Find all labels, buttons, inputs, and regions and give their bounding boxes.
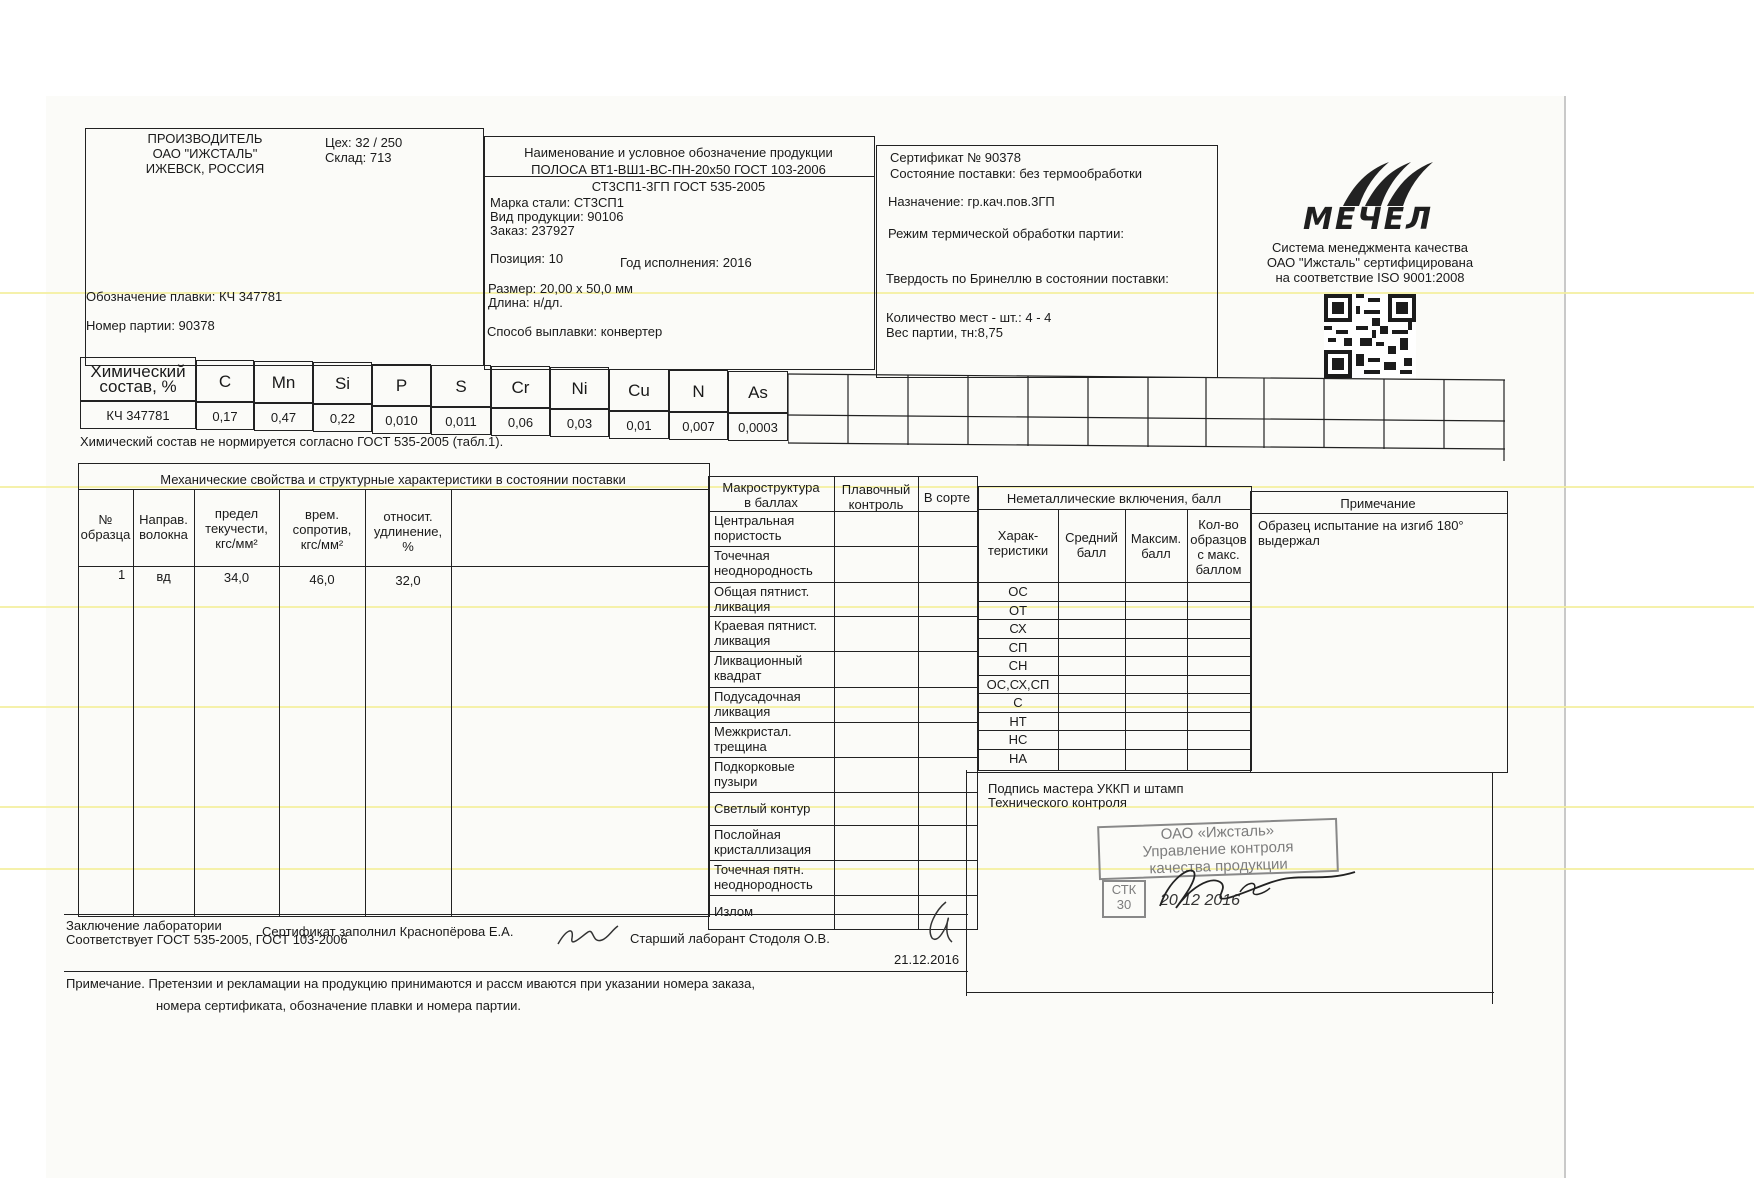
- inclusion-row-divider: [978, 638, 1252, 639]
- order-number: Заказ: 237927: [490, 223, 575, 238]
- macro-row-divider: [708, 895, 978, 896]
- inclusion-row-divider: [978, 619, 1252, 620]
- chem-val-c: 0,17: [196, 402, 254, 430]
- qr-code-icon: [1324, 293, 1416, 379]
- chem-val-ni: 0,03: [550, 409, 609, 437]
- complies-standards: Соответствует ГОСТ 535-2005, ГОСТ 103-2006: [66, 932, 348, 947]
- qms-line-3: на соответствие ISO 9001:2008: [1275, 270, 1465, 285]
- mech-elongation: 32,0: [395, 573, 421, 588]
- chem-el-n: N: [669, 370, 728, 412]
- macro-row-label: Ликвационный квадрат: [714, 653, 803, 683]
- inclusion-row-label: ОС,СХ,СП: [986, 676, 1050, 692]
- macro-row-label: Общая пятнист. ликвация: [714, 584, 810, 614]
- senior-lab-assistant: Старший лаборант Стодоля О.В.: [630, 931, 830, 946]
- inclusion-row-divider: [978, 656, 1252, 657]
- product-kind: Вид продукции: 90106: [490, 209, 624, 224]
- inclusion-row-label: ОТ: [1008, 602, 1028, 618]
- batch-number: Номер партии: 90378: [86, 318, 215, 333]
- mechel-logo-icon: [1335, 158, 1435, 208]
- signature-label-2: Технического контроля: [988, 795, 1127, 810]
- delivery-state: Состояние поставки: без термообработки: [890, 166, 1143, 181]
- places-count: Количество мест - шт.: 4 - 4: [886, 310, 1052, 325]
- mech-h-direction: Направ. волокна: [139, 512, 188, 542]
- chem-melt: КЧ 347781: [80, 401, 196, 429]
- batch-weight: Вес партии, тн:8,75: [886, 325, 1003, 340]
- inclusion-row-label: ОС: [1008, 584, 1028, 599]
- chem-el-cu: Cu: [609, 369, 669, 411]
- macro-row-divider: [708, 687, 978, 688]
- product-title: Наименование и условное обозначение продукции: [524, 145, 833, 160]
- lab-conclusion: Заключение лаборатории: [66, 918, 222, 933]
- macro-row-divider: [708, 616, 978, 617]
- producer-label: ПРОИЗВОДИТЕЛЬ: [147, 131, 263, 146]
- product-standard: СТ3СП1-3ГП ГОСТ 535-2005: [591, 179, 766, 194]
- inclusion-row-label: НС: [1008, 732, 1028, 747]
- mech-sample-num: 1: [118, 567, 126, 582]
- macro-row-divider: [708, 860, 978, 861]
- macro-header: Макроструктура в баллах: [722, 480, 820, 510]
- product-name: ПОЛОСА ВТ1-ВШ1-ВС-ПН-20х50 ГОСТ 103-2006: [531, 162, 826, 177]
- mechel-logo-text: МЕЧЕЛ: [1303, 202, 1433, 237]
- purpose: Назначение: гр.кач.пов.3ГП: [888, 194, 1055, 209]
- macro-row-label: Межкристал. трещина: [714, 724, 792, 754]
- mech-tensile: 46,0: [309, 572, 335, 587]
- macro-row-label: Краевая пятнист. ликвация: [714, 618, 818, 648]
- chem-el-ni: Ni: [550, 367, 609, 409]
- macro-col-melt: Плавочный контроль: [841, 482, 911, 512]
- incl-h-avg: Средний балл: [1065, 530, 1118, 560]
- brinell-hardness: Твердость по Бринеллю в состоянии поставки:: [886, 271, 1169, 286]
- macro-row-divider: [708, 722, 978, 723]
- inclusion-row-divider: [978, 712, 1252, 713]
- macro-row-divider: [708, 825, 978, 826]
- mech-yield: 34,0: [223, 570, 250, 585]
- chem-val-as: 0,0003: [728, 413, 788, 441]
- senior-signature: [916, 898, 966, 948]
- inclusion-row-label: НА: [1008, 750, 1028, 766]
- qms-line-1: Система менеджмента качества: [1272, 240, 1468, 255]
- chem-val-cu: 0,01: [609, 411, 669, 439]
- heat-treatment-mode: Режим термической обработки партии:: [888, 226, 1124, 241]
- chem-val-p: 0,010: [372, 406, 431, 434]
- smelting-method: Способ выплавки: конвертер: [487, 324, 663, 339]
- melt-designation: Обозначение плавки: КЧ 347781: [86, 289, 283, 304]
- steel-grade: Марка стали: СТ3СП1: [490, 195, 624, 210]
- inclusion-row-label: С: [1013, 695, 1023, 710]
- chem-el-mn: Mn: [254, 361, 313, 403]
- position: Позиция: 10: [490, 251, 564, 266]
- inclusion-row-divider: [978, 693, 1252, 694]
- footer-note-line-1: Примечание. Претензии и рекламации на продукцию принимаются и рассм иваются при указании номера заказа,: [66, 976, 755, 991]
- mechanical-title: Механические свойства и структурные характеристики в состоянии поставки: [160, 472, 626, 487]
- chem-el-cr: Cr: [491, 366, 550, 408]
- inclusion-row-divider: [978, 675, 1252, 676]
- incl-h-char: Харак- теристики: [987, 528, 1049, 558]
- mech-h-elongation: относит. удлинение, %: [373, 509, 443, 554]
- macro-row-label: Точечная пятн. неоднородность: [714, 862, 813, 892]
- macro-row-label: Центральная пористость: [714, 513, 795, 543]
- length: Длина: н/дл.: [488, 295, 563, 310]
- producer-company: ОАО "ИЖСТАЛЬ": [152, 146, 258, 161]
- mech-h-num: № образца: [80, 512, 131, 542]
- filler-signature: [552, 916, 622, 956]
- chem-el-as: As: [728, 371, 788, 413]
- certificate-number: Сертификат № 90378: [890, 150, 1021, 165]
- incl-h-count: Кол-во образцов с макс. баллом: [1190, 517, 1247, 577]
- size: Размер: 20,00 x 50,0 мм: [488, 281, 633, 296]
- macro-row-label: Подусадочная ликвация: [714, 689, 801, 719]
- macro-col-sort: В сорте: [923, 490, 971, 505]
- incl-header-divider: [978, 582, 1252, 583]
- macro-row-divider: [708, 546, 978, 547]
- production-year: Год исполнения: 2016: [620, 255, 752, 270]
- remarks-line-2: выдержал: [1258, 533, 1320, 548]
- chem-el-p: P: [372, 364, 431, 406]
- chem-val-mn: 0,47: [254, 403, 313, 431]
- macro-row-divider: [708, 582, 978, 583]
- remarks-title: Примечание: [1340, 496, 1416, 511]
- shop-number: Цех: 32 / 250: [325, 135, 403, 150]
- chem-header: Химический состав, %: [80, 357, 196, 401]
- master-signature: [1150, 858, 1360, 918]
- macro-row-divider: [708, 651, 978, 652]
- chem-el-si: Si: [313, 362, 372, 404]
- macro-row-label: Послойная кристаллизация: [714, 827, 812, 857]
- chem-val-si: 0,22: [313, 404, 372, 432]
- macro-row-label: Точечная неоднородность: [714, 548, 813, 578]
- chem-empty-columns: [788, 373, 1505, 463]
- chem-val-n: 0,007: [669, 412, 728, 440]
- inclusion-row-label: НТ: [1009, 713, 1027, 729]
- inclusion-row-divider: [978, 749, 1252, 750]
- macro-row-label: Подкорковые пузыри: [714, 759, 795, 789]
- inclusion-row-divider: [978, 730, 1252, 731]
- qms-line-2: ОАО "Ижсталь" сертифицирована: [1266, 255, 1474, 270]
- chem-el-s: S: [431, 365, 491, 407]
- macro-row-label: Излом: [714, 904, 754, 919]
- macro-row-divider: [708, 757, 978, 758]
- chem-el-c: C: [196, 360, 254, 402]
- inclusion-row-label: СП: [1008, 639, 1028, 655]
- warehouse-number: Склад: 713: [325, 150, 392, 165]
- chem-val-s: 0,011: [431, 407, 491, 435]
- remarks-line-1: Образец испытание на изгиб 180°: [1258, 518, 1464, 533]
- incl-h-max: Максим. балл: [1130, 531, 1182, 561]
- chem-note: Химический состав не нормируется согласно ГОСТ 535-2005 (табл.1).: [80, 434, 504, 449]
- issue-date: 21.12.2016: [894, 952, 960, 967]
- macro-row-divider: [708, 792, 978, 793]
- inclusion-row-label: СХ: [1009, 621, 1027, 636]
- mech-h-tensile: врем. сопротив, кгс/мм²: [292, 507, 352, 552]
- signature-label-1: Подпись мастера УККП и штамп: [988, 781, 1184, 796]
- stamp-date: 20 12 2016: [1160, 892, 1241, 909]
- inclusions-title: Неметаллические включения, балл: [1006, 491, 1222, 506]
- chem-val-cr: 0,06: [491, 408, 550, 436]
- mech-h-yield: предел текучести, кгс/мм²: [205, 506, 268, 551]
- producer-city: ИЖЕВСК, РОССИЯ: [145, 161, 265, 176]
- mech-direction: вд: [156, 569, 171, 584]
- macro-row-label: Светлый контур: [714, 801, 811, 816]
- inclusion-row-label: СН: [1008, 658, 1028, 673]
- inclusion-row-divider: [978, 601, 1252, 602]
- control-stamp: ОАО «Ижсталь» Управление контроля качества продукции: [1097, 818, 1339, 880]
- filled-by: Сертификат заполнил Краснопёрова Е.А.: [262, 924, 514, 939]
- stk-stamp: СТК 30: [1102, 880, 1146, 918]
- footer-note-line-2: номера сертификата, обозначение плавки и номера партии.: [156, 998, 521, 1013]
